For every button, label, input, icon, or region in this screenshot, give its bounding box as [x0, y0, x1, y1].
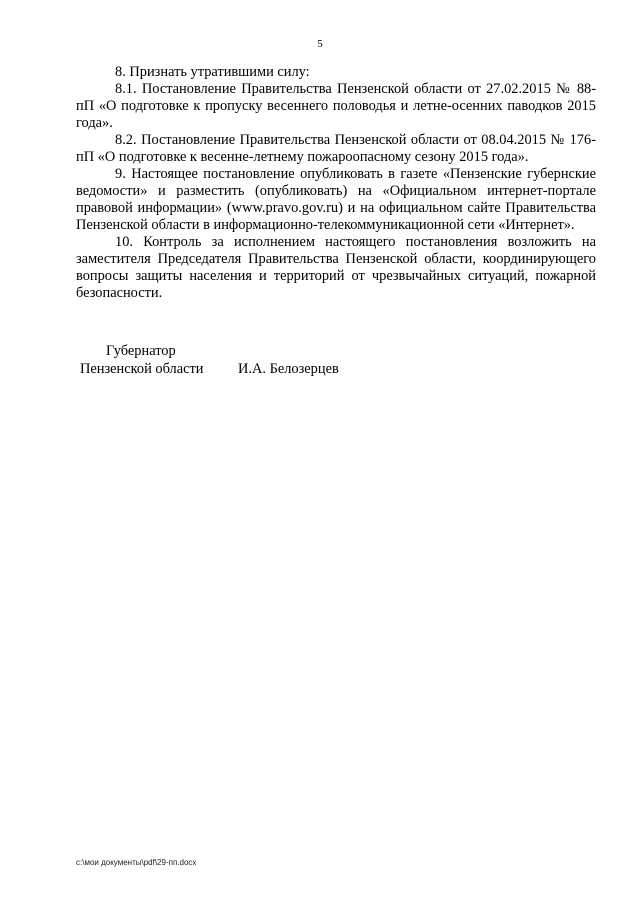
page-number: 5 [317, 38, 323, 50]
paragraph-8-2: 8.2. Постановление Правительства Пензенской области от 08.04.2015 № 176-пП «О подготовке к весенне-летнему пожароопасному сезону 2015 года». [76, 132, 596, 165]
paragraph-10: 10. Контроль за исполнением настоящего постановления возложить на заместителя Председателя Правительства Пензенской области, координирующего вопросы защиты населения и территорий от чрезвычайных ситуаций, пожарной безопасности. [76, 234, 596, 301]
signatory-title: Губернатор [106, 343, 176, 359]
footer-file-path: c:\мои документы\pdf\29-пп.docx [76, 858, 197, 867]
signature-block [76, 342, 436, 378]
document-body [76, 64, 596, 302]
paragraph-8: 8. Признать утратившими силу: [115, 64, 310, 80]
paragraph-9: 9. Настоящее постановление опубликовать в газете «Пензенские губернские ведомости» и разместить (опубликовать) на «Официальном интернет-портале правовой информации» (www.pravo.gov.ru) и на официальном сайте Правительства Пензенской области в информационно-телекоммуникационной сети «Интернет». [76, 166, 596, 233]
signature-row [76, 360, 436, 378]
paragraph-8-1: 8.1. Постановление Правительства Пензенской области от 27.02.2015 № 88-пП «О подготовке к пропуску весеннего половодья и летне-осенних паводков 2015 года». [76, 81, 596, 131]
signatory-name: И.А. Белозерцев [238, 361, 339, 377]
signatory-region: Пензенской области [80, 361, 204, 377]
